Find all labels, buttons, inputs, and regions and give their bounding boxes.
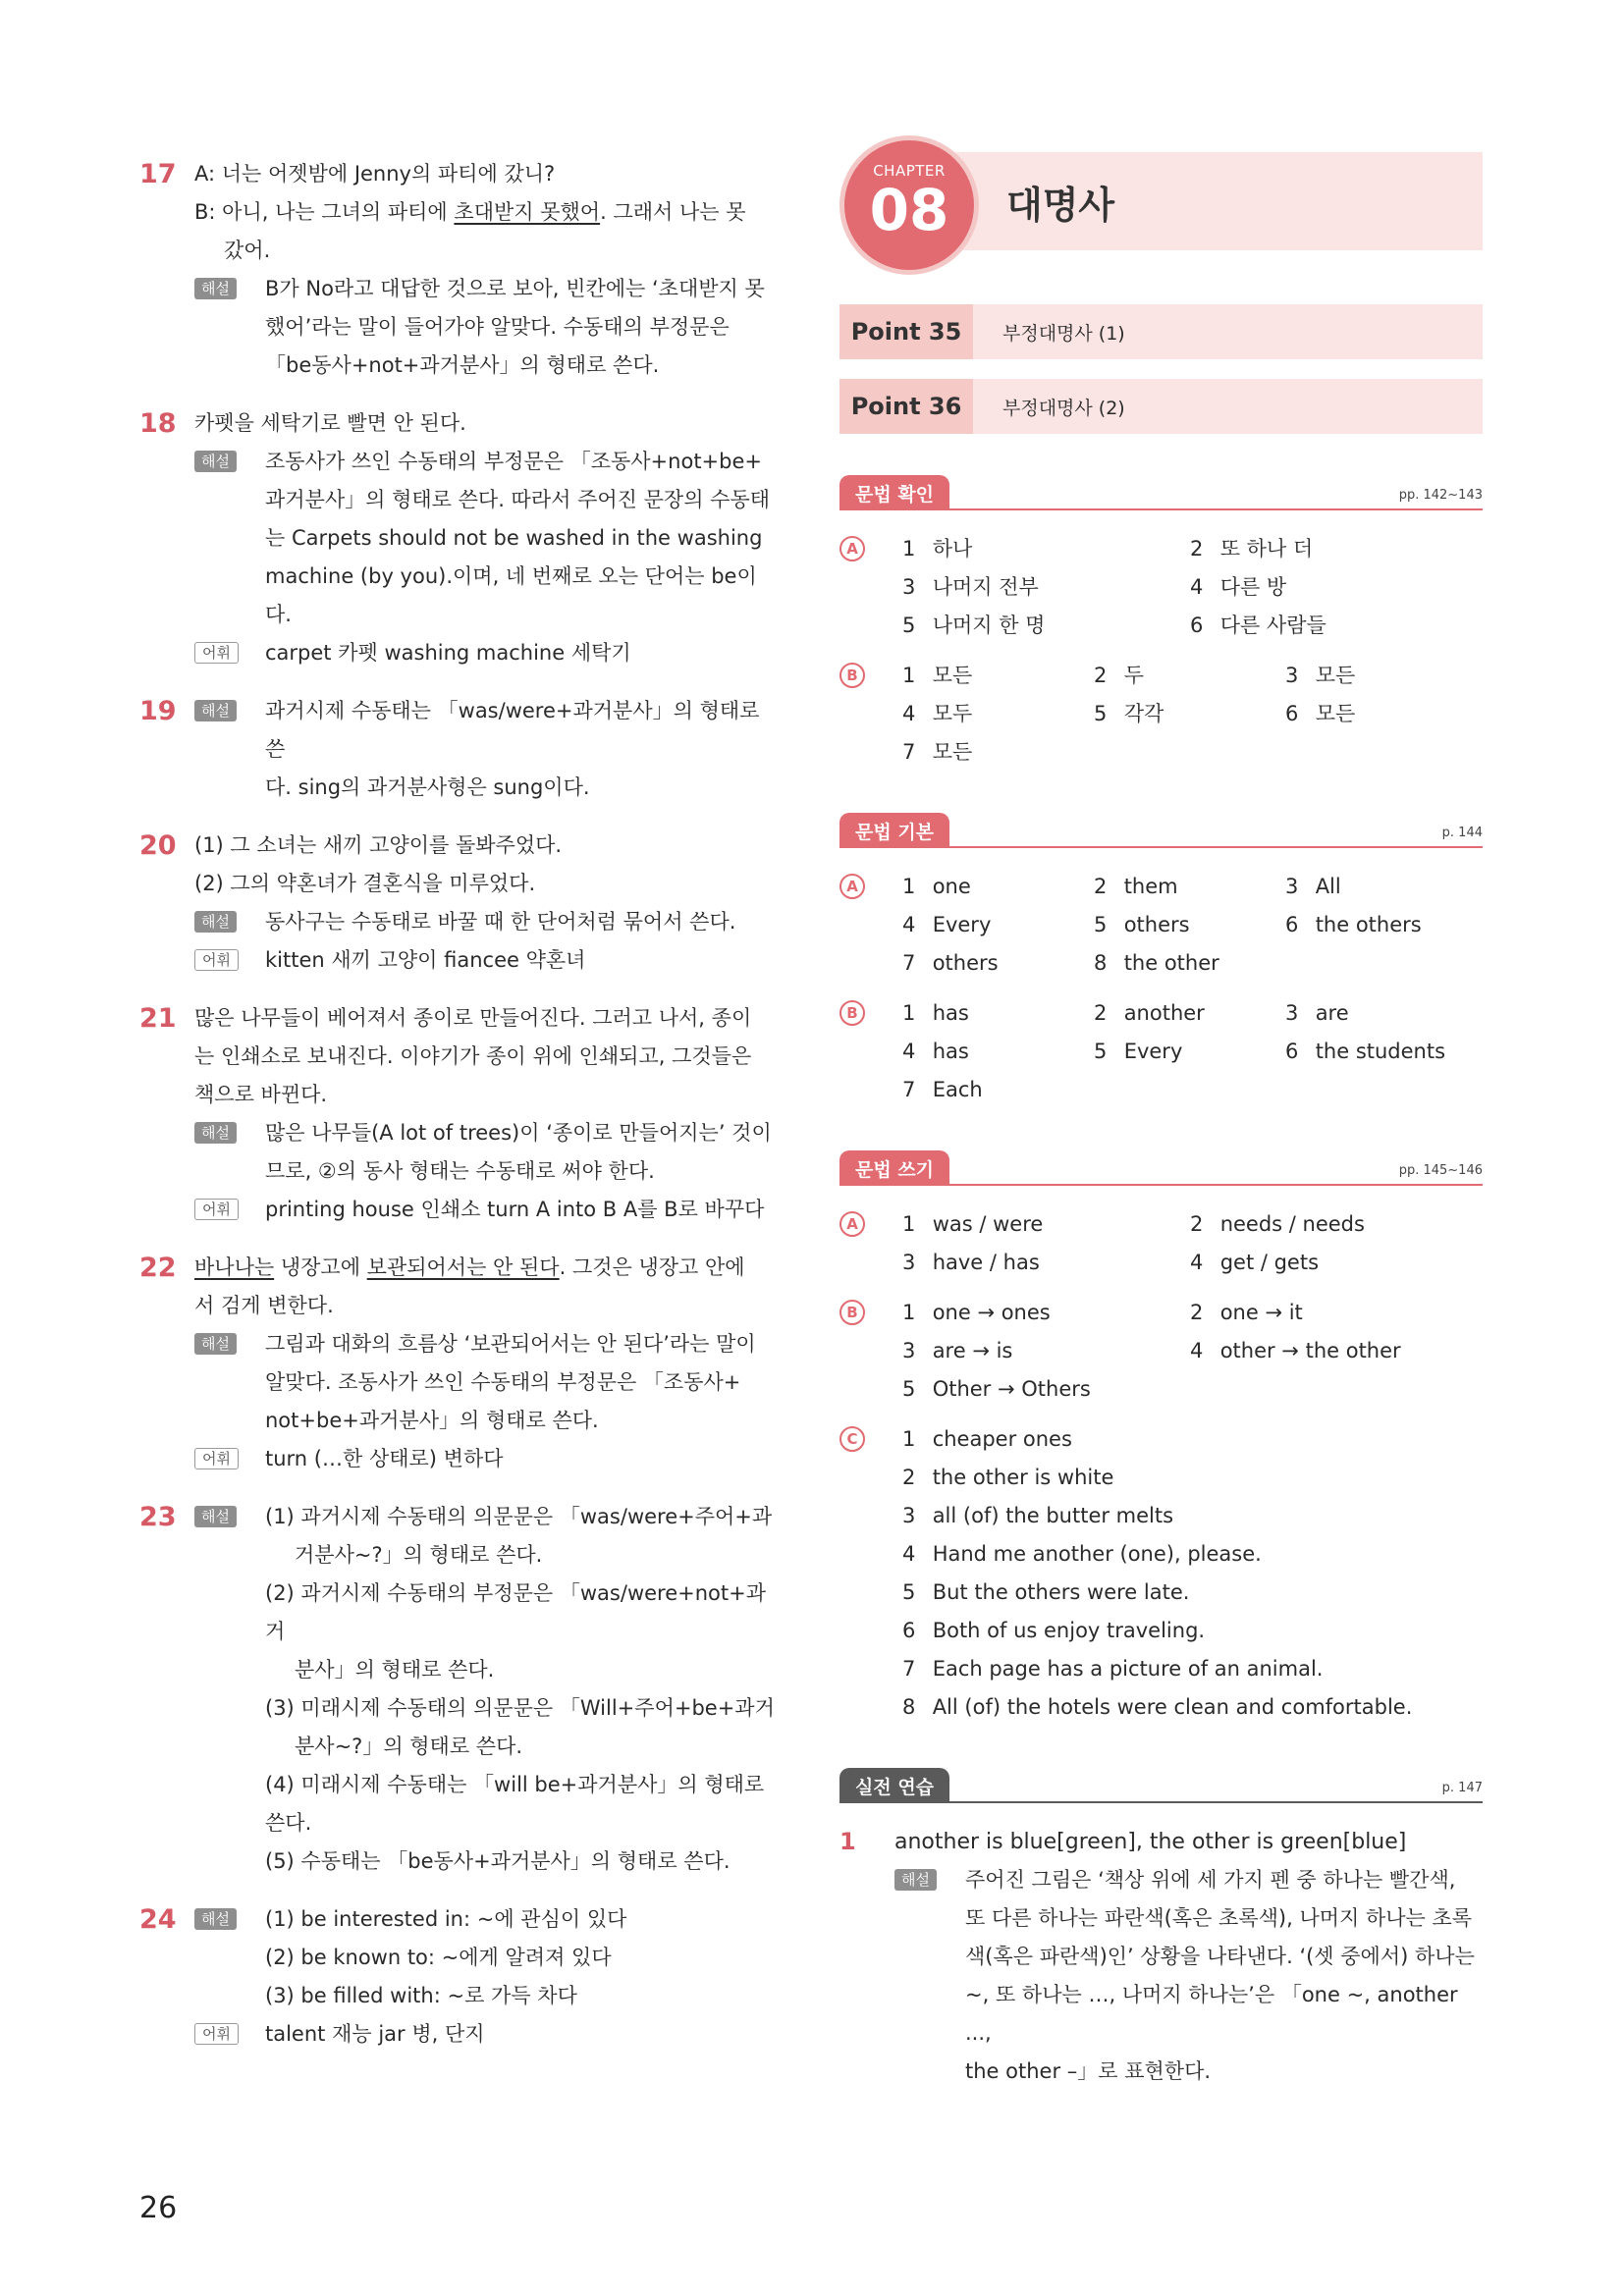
answer: another is blue[green], the other is green[blue] — [894, 1830, 1407, 1854]
vocab-tag: 어휘 — [194, 1448, 239, 1469]
question-18 — [139, 404, 783, 672]
circle-a-icon: A — [839, 1211, 865, 1237]
section-label: 문법 쓰기 — [839, 1150, 949, 1186]
question-number: 21 — [139, 1003, 177, 1034]
explanation-tag: 해설 — [194, 1506, 237, 1527]
question-number: 23 — [139, 1502, 177, 1532]
question-20 — [139, 827, 783, 980]
translation: (2) 그의 약혼녀가 결혼식을 미루었다. — [194, 872, 536, 895]
circle-a-icon: A — [839, 536, 865, 561]
explanation-tag: 해설 — [194, 451, 237, 472]
explanation-tag: 해설 — [194, 700, 237, 721]
question-number: 19 — [139, 696, 177, 726]
dialog-line: B: 아니, 나는 그녀의 파티에 초대받지 못했어. 그래서 나는 못 — [194, 200, 746, 224]
section-label: 실전 연습 — [839, 1768, 949, 1803]
explanation-tag: 해설 — [194, 1122, 237, 1144]
question-21: 21 많은 나무들이 베어져서 종이로 만들어진다. 그러고 나서, 종이 는 인쇄소로 보내진다. 이야기가 종이 위에 인쇄되고, 그것들은 책으로 바뀐다. 해설 많은 나무들(A lot of trees)이 ‘종이로 만들어지는’ 것이 므로, ②의 동사 형태는 수동태로 써야 한다. 어휘 printing house 인쇄소 turn A into B A를 B로 바꾸다 — [139, 999, 783, 1229]
answer-block-a: A 1 one 2 them 3 All 4 Every 5 others 6 the others 7 others 8 the other — [839, 868, 1483, 983]
vocab-tag: 어휘 — [194, 949, 239, 971]
section-pages: p. 144 — [1441, 826, 1483, 840]
dialog-line: 갔어. — [224, 239, 271, 262]
section-pages: p. 147 — [1441, 1781, 1483, 1795]
explanation: 해설 (1) 과거시제 수동태의 의문문은 「was/were+주어+과 거분사~?」의 형태로 쓴다. (2) 과거시제 수동태의 부정문은 「was/were+not+과거 분사」의 형태로 쓴다. (3) 미래시제 수동태의 의문문은 「Will+주어+be+과거 분사~?」의 형태로 쓴다. (4) 미래시제 수동태는 「will be+과거분사」의 형태로 쓴다. (5) 수동태는 「be동사+과거분사」의 형태로 쓴다. — [194, 1498, 783, 1881]
vocabulary: 어휘 carpet 카펫 washing machine 세탁기 — [194, 634, 783, 672]
answer-block-a: A 1 하나 2 또 하나 더 3 나머지 전부 4 다른 방 5 나머지 한 명 6 다른 사람들 — [839, 530, 1483, 645]
section-pages: pp. 145~146 — [1398, 1163, 1483, 1178]
point-36 — [839, 379, 1483, 434]
circle-a-icon: A — [839, 874, 865, 899]
chapter-title: 대명사 — [1006, 184, 1115, 227]
dialog-line: A: 너는 어젯밤에 Jenny의 파티에 갔니? — [194, 162, 556, 186]
section-label: 문법 기본 — [839, 813, 949, 848]
question-number: 1 — [839, 1828, 856, 1855]
answer-block-b: B 1 모든 2 두 3 모든 4 모두 5 각각 6 모든 7 모든 — [839, 657, 1483, 772]
page-number: 26 — [139, 2191, 178, 2225]
circle-b-icon: B — [839, 1300, 865, 1325]
explanation-tag: 해설 — [194, 1333, 237, 1355]
point-35 — [839, 304, 1483, 359]
point-text: 부정대명사 (1) — [1002, 322, 1125, 345]
point-label: Point 36 — [839, 379, 973, 434]
explanation: 해설 주어진 그림은 ‘책상 위에 세 가지 펜 중 하나는 빨간색, 또 다른 하나는 파란색(혹은 초록색), 나머지 하나는 초록 색(혹은 파란색)인’ 상황을 나타낸다. ‘(셋 중에서) 하나는 ~, 또 하나는 …, 나머지 하나는’은 「one ~, another ..., the other –」로 표현한다. — [894, 1861, 1483, 2091]
answer-block-c: C 1 cheaper ones 2 the other is white 3 all (of) the butter melts 4 Hand me another (one), please. 5 But the others were late. 6 Both of us enjoy traveling. 7 Each page has a picture of an animal. 8 All (of) the hotels were clean and comfortable. — [839, 1420, 1483, 1727]
question-24 — [139, 1900, 783, 2054]
vocabulary: 어휘 talent 재능 jar 병, 단지 — [194, 2015, 783, 2054]
circle-b-icon: B — [839, 663, 865, 688]
practice-question-1 — [839, 1823, 1483, 2091]
question-23 — [139, 1498, 783, 1881]
explanation: 해설 동사구는 수동태로 바꿀 때 한 단어처럼 묶어서 쓴다. — [194, 903, 783, 941]
explanation-tag: 해설 — [194, 1908, 237, 1930]
section-pages: pp. 142~143 — [1398, 488, 1483, 503]
translation: (1) 그 소녀는 새끼 고양이를 돌봐주었다. — [194, 833, 563, 857]
vocabulary: 어휘 printing house 인쇄소 turn A into B A를 B로 바꾸다 — [194, 1191, 783, 1229]
question-number: 22 — [139, 1253, 177, 1283]
vocab-tag: 어휘 — [194, 2023, 239, 2045]
chapter-number: 08 — [869, 177, 949, 243]
explanation-tag: 해설 — [894, 1869, 937, 1891]
section-label: 문법 확인 — [839, 475, 949, 510]
section-grammar-basic — [839, 811, 1483, 848]
section-grammar-writing — [839, 1148, 1483, 1186]
point-label: Point 35 — [839, 304, 973, 359]
section-grammar-check — [839, 473, 1483, 510]
vocab-tag: 어휘 — [194, 642, 239, 664]
circle-b-icon: B — [839, 1000, 865, 1026]
right-column — [839, 147, 1483, 2091]
explanation-tag: 해설 — [194, 278, 237, 299]
explanation-tag: 해설 — [194, 911, 237, 933]
section-practice — [839, 1766, 1483, 1803]
question-17 — [139, 155, 783, 385]
answer-block-a: A 1 was / were 2 needs / needs 3 have / has 4 get / gets — [839, 1205, 1483, 1282]
chapter-header — [839, 147, 1483, 304]
chapter-badge — [839, 135, 979, 275]
question-22: 22 바나나는 냉장고에 보관되어서는 안 된다. 그것은 냉장고 안에 서 검게 변한다. 해설 그림과 대화의 흐름상 ‘보관되어서는 안 된다’라는 말이 알맞다. 조동사가 쓰인 수동태의 부정문은 「조동사+ not+be+과거분사」의 형태로 쓴다. 어휘 turn (…한 상태로) 변하다 — [139, 1249, 783, 1478]
point-text: 부정대명사 (2) — [1002, 397, 1125, 419]
translation: 바나나는 냉장고에 보관되어서는 안 된다. 그것은 냉장고 안에 — [194, 1255, 745, 1279]
question-number: 18 — [139, 408, 177, 439]
vocabulary: 어휘 kitten 새끼 고양이 fiancee 약혼녀 — [194, 941, 783, 980]
question-number: 24 — [139, 1904, 177, 1935]
circle-c-icon: C — [839, 1426, 865, 1452]
question-number: 20 — [139, 830, 177, 861]
explanation: 해설 B가 No라고 대답한 것으로 보아, 빈칸에는 ‘초대받지 못 했어’라는 말이 들어가야 알맞다. 수동태의 부정문은 「be동사+not+과거분사」의 형태로 쓴다. — [194, 270, 783, 385]
explanation: 해설 조동사가 쓰인 수동태의 부정문은 「조동사+not+be+ 과거분사」의 형태로 쓴다. 따라서 주어진 문장의 수동태 는 Carpets should not be washed in the washing machine (by you).이며, 네 번째로 오는 단어는 be이다. — [194, 443, 783, 634]
question-19 — [139, 692, 783, 807]
left-column — [139, 155, 783, 2073]
answer-block-b: B 1 has 2 another 3 are 4 has 5 Every 6 the students 7 Each — [839, 994, 1483, 1109]
explanation: 해설 (1) be interested in: ~에 관심이 있다 (2) be known to: ~에게 알려져 있다 (3) be filled with: ~로 가득 차다 — [194, 1900, 783, 2015]
explanation: 해설 과거시제 수동태는 「was/were+과거분사」의 형태로 쓴 다. sing의 과거분사형은 sung이다. — [194, 692, 783, 807]
explanation: 해설 많은 나무들(A lot of trees)이 ‘종이로 만들어지는’ 것이 므로, ②의 동사 형태는 수동태로 써야 한다. — [194, 1114, 783, 1191]
question-number: 17 — [139, 159, 177, 189]
vocab-tag: 어휘 — [194, 1199, 239, 1220]
explanation: 해설 그림과 대화의 흐름상 ‘보관되어서는 안 된다’라는 말이 알맞다. 조동사가 쓰인 수동태의 부정문은 「조동사+ not+be+과거분사」의 형태로 쓴다. — [194, 1325, 783, 1440]
chapter-label: CHAPTER — [873, 162, 946, 180]
translation: 카펫을 세탁기로 빨면 안 된다. — [194, 411, 466, 435]
answer-block-b: B 1 one → ones 2 one → it 3 are → is 4 other → the other 5 Other → Others — [839, 1294, 1483, 1409]
vocabulary: 어휘 turn (…한 상태로) 변하다 — [194, 1440, 783, 1478]
